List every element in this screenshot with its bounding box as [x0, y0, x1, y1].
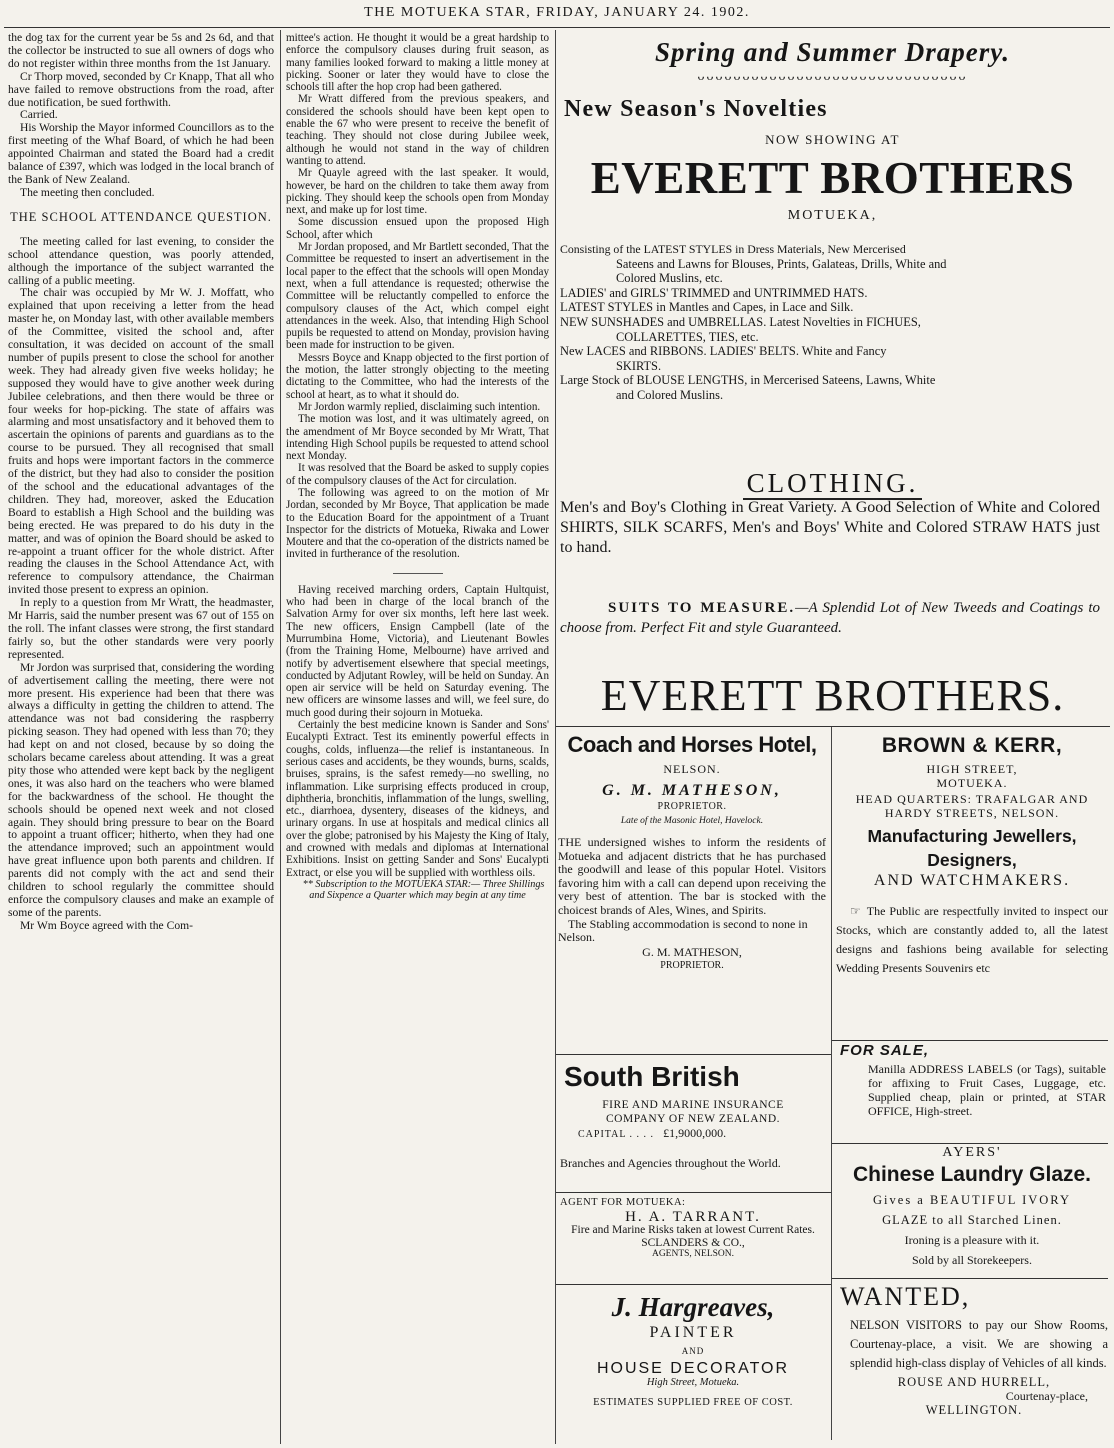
paragraph: Cr Thorp moved, seconded by Cr Knapp, That all who have failed to remove obstructions from the road, after due notification, be sued forthwith. [8, 69, 274, 109]
ayers-line: GLAZE to all Starched Linen. [882, 1213, 1062, 1227]
clothing-heading [556, 468, 1109, 499]
pointing-hand-icon: ☞ [850, 904, 861, 918]
suits-heading: SUITS TO MEASURE. [608, 600, 796, 616]
ad-rule [556, 1054, 831, 1055]
drapery-list-line: SKIRTS. [616, 358, 662, 373]
brown-body [836, 902, 1108, 978]
drapery-title: Spring and Summer Drapery. [654, 37, 1011, 67]
south-agent-block [560, 1196, 826, 1260]
wanted-firm: ROUSE AND HURRELL, [897, 1375, 1051, 1389]
ad-rule [832, 1040, 1108, 1041]
brown-title: BROWN & KERR, [881, 734, 1063, 757]
masthead-rule [4, 27, 1110, 28]
south-agent: H. A. TARRANT. [625, 1209, 761, 1225]
wanted-body: NELSON VISITORS to pay our Show Rooms, Courtenay-place, a visit. We are showing a splendid high-class display of Vehicles of all kinds. [850, 1318, 1108, 1370]
south-sclanders: SCLANDERS & CO., [641, 1236, 745, 1249]
ad-rule [556, 1192, 831, 1193]
coach-ad [558, 732, 826, 973]
ayers-line: Sold by all Storekeepers. [912, 1253, 1032, 1267]
brown-jewellers: Manufacturing Jewellers, Designers, [867, 826, 1077, 870]
paragraph: The meeting called for last evening, to consider the school attendance question, was poorly attended, although the importance of the subject warranted the calling of a public meeting. [8, 234, 274, 287]
drapery-list-line: Sateens and Lawns for Blouses, Prints, Galateas, Drills, White and [616, 256, 947, 271]
south-british-ad [560, 1060, 826, 1170]
ayers-ad [836, 1146, 1108, 1270]
ayers-line: Ironing is a pleasure with it. [904, 1233, 1040, 1247]
paragraph: Mr Wratt differed from the previous speakers, and considered the schools should have been kept open to enable the 67 who were present to receive the benefit of teaching. They should not close during Jubilee week, although he would not stand in the way of children wanting to attend. [286, 93, 549, 167]
paragraph: It was resolved that the Board be asked to supply copies of the compulsory clauses of the Act for circulation. [286, 462, 549, 487]
hargreaves-and: AND [681, 1346, 705, 1356]
firm-name: EVERETT BROTHERS [590, 153, 1075, 203]
paragraph: Messrs Boyce and Knapp objected to the first portion of the motion, the latter strongly objecting to the meeting dictating to the Committee, who had the interests of the school at heart, as to what it should do. [286, 351, 549, 401]
ayers-line: Gives a BEAUTIFUL IVORY [873, 1193, 1071, 1207]
drapery-list-line: Colored Muslins, etc. [616, 271, 723, 286]
paragraph: The meeting then concluded. [20, 185, 155, 199]
column-rule-2 [555, 30, 556, 1444]
coach-stabling: The Stabling accommodation is second to none in Nelson. [558, 916, 808, 945]
brown-street: HIGH STREET, [926, 762, 1018, 776]
drapery-list-line: LATEST STYLES in Mantles and Capes, in Lace and Silk. [560, 300, 854, 315]
divider [393, 573, 443, 574]
for-sale-ad [840, 1044, 1106, 1118]
paragraph: Mr Jordon was surprised that, considering the wording of advertisement calling the meeting, there were not more present. His experience had been that there was always a difficulty in getting the children to attend. The attendance was not bad considering the raspberry picking season. They had opened with less than 70; they had kept on and not closed, because by so doing the scholars became careless about attending. It was a great pity those who attended were kept back by the negligent ones, it was also hard on the teachers who were blamed for the backwardness of the school. He thought the schools should be opened next week and not closed again. They should bring pressure to bear on the Board to appoint a truant officer; hitherto, when they had one the attendance improved; such an appointment would have great influence upon both parents and children. If parents did not comply with the act and send their children to school regularly the committee should enforce the compulsory clauses and make an example of some of the parents. [8, 660, 274, 919]
south-capital [560, 1126, 826, 1142]
subscription-note: ** Subscription to the MOTUEKA STAR:— Three Shillings and Sixpence a Quarter which may begin at any time [302, 878, 545, 902]
paragraph: the dog tax for the current year be 5s and 2s 6d, and that the collector be instructed to sue all owners of dogs who do not register within three months from the 1st January. [8, 32, 274, 70]
coach-signature: G. M. MATHESON, [642, 944, 742, 959]
paragraph: The motion was lost, and it was ultimately agreed, on the amendment of Mr Boyce seconded by Mr Wratt, That intending High School pupils be requested to attend school next Monday. [286, 413, 549, 463]
paragraph: mittee's action. He thought it would be a great hardship to enforce the compulsory clauses during fruit season, as many families looked forward to making a little money at picking. Sooner or later they would have to close the schools till after the hop crop had been gathered. [286, 32, 549, 94]
ornament-divider: ᴗᴗᴗᴗᴗᴗᴗᴗᴗᴗᴗᴗᴗᴗᴗᴗᴗᴗᴗᴗᴗᴗᴗᴗᴗᴗᴗᴗᴗᴗ [697, 69, 968, 84]
hargreaves-painter: PAINTER [649, 1324, 737, 1341]
drapery-list-line: New LACES and RIBBONS. LADIES' BELTS. White and Fancy [560, 344, 887, 359]
ad-rule [832, 1278, 1108, 1279]
paragraph: Certainly the best medicine known is Sander and Sons' Eucalypti Extract. Test its eminently powerful effects in coughs, colds, influenza—the relief is instantaneous. In serious cases and accidents, be they wounds, burns, scalds, bruises, sprains, is the safest remedy—no swelling, no inflammation. Like surprising effects produced in croup, diphtheria, bronchitis, inflammation of the lungs, swelling, etc., diarrhoea, dysentery, diseases of the kidneys, and urinary organs. In use at hospitals and medical clinics all over the globe; patronised by his Majesty the King of Italy, and crowned with medals and diplomas at International Exhibitions. Insist on getting Sander and Sons' Eucalypti Extract, or else you will be supplied with worthless oils. [286, 719, 549, 879]
paragraph: Having received marching orders, Captain Hultquist, who had been in charge of the local branch of the Salvation Army for over six months, left here last week. The new officers, Ensign Campbell (late of the Murrumbina Home, Victoria), and Lieutenant Bowles (from the Training Home, Melbourne) have arrived and notify by advertisement elsewhere that special meetings, conducted by Adjutant Rowley, will be held on Sunday. An open air service will be held on Saturday evening. The new officers are winsome lasses and will, we feel sure, do much good during their sojourn in Motueka. [286, 583, 549, 719]
brown-hq: HEAD QUARTERS: TRAFALGAR AND HARDY STREETS, NELSON. [855, 792, 1089, 820]
drapery-list-line: LADIES' and GIRLS' TRIMMED and UNTRIMMED HATS. [560, 285, 868, 300]
novelties-heading: New Season's Novelties [564, 96, 828, 122]
ad-rule [832, 1143, 1108, 1144]
drapery-list-line: COLLARETTES, TIES, etc. [616, 329, 759, 344]
brown-town: MOTUEKA. [936, 776, 1008, 790]
news-column-1 [8, 32, 274, 1444]
hargreaves-ad [560, 1290, 826, 1410]
drapery-list-line: Consisting of the LATEST STYLES in Dress Materials, New Mercerised [560, 242, 906, 256]
coach-name: G. M. MATHESON, [602, 782, 782, 799]
south-risks: Fire and Marine Risks taken at lowest Current Rates. [571, 1224, 815, 1236]
south-agents: AGENTS, NELSON. [651, 1249, 735, 1259]
news-column-2 [286, 32, 549, 1444]
hargreaves-street: High Street, Motueka. [646, 1377, 740, 1388]
coach-body: THE undersigned wishes to inform the residents of Motueka and adjacent districts that he has purchased the goodwill and lease of this popular Hotel. Visitors favoring him with a call can depend upon receiving the very best of attention. The bar is stocked with the choicest brands of Ales, Wines, and Spirits. [558, 835, 826, 917]
drapery-list-line: Large Stock of BLOUSE LENGTHS, in Mercerised Sateens, Lawns, White [560, 373, 936, 388]
hargreaves-name: J. Hargreaves, [611, 1292, 775, 1322]
coach-town: NELSON. [663, 762, 721, 776]
south-agent-label: AGENT FOR MOTUEKA: [560, 1197, 686, 1208]
wanted-ad [840, 1282, 1108, 1417]
south-line: COMPANY OF NEW ZEALAND. [606, 1113, 780, 1125]
ad-column-rule [831, 727, 832, 1440]
paragraph: Carried. [20, 108, 58, 122]
drapery-list-line: and Colored Muslins. [616, 387, 724, 402]
suits-text: —A Splendid Lot of New Tweeds and Coatings to choose from. Perfect Fit and style Guaranteed. [560, 600, 1100, 636]
town: MOTUEKA, [787, 208, 878, 223]
coach-late: Late of the Masonic Hotel, Havelock. [620, 816, 764, 826]
paragraph: The following was agreed to on the motion of Mr Jordan, seconded by Mr Boyce, That application be made to the Education Board for the appointment of a Truant Inspector for the districts of Motueka, Riwaka and Lower Moutere and that the co-operation of the districts named be invited in furtherance of the resolution. [286, 486, 549, 561]
ad-rule [556, 726, 1110, 727]
column-rule-1 [280, 30, 281, 1444]
south-title: South British [564, 1061, 740, 1092]
now-showing: NOW SHOWING AT [765, 132, 900, 147]
hargreaves-decorator: HOUSE DECORATOR [596, 1360, 790, 1377]
ayers-label: AYERS' [942, 1145, 1002, 1160]
wanted-title: WANTED, [840, 1282, 971, 1311]
brown-kerr-ad [836, 734, 1108, 978]
masthead: THE MOTUEKA STAR, FRIDAY, JANUARY 24. 1902. [364, 5, 750, 20]
article-heading: THE SCHOOL ATTENDANCE QUESTION. [10, 209, 272, 224]
paragraph: Mr Jordon warmly replied, disclaiming such intention. [298, 400, 541, 413]
drapery-list [560, 242, 1100, 403]
for-sale-title: FOR SALE, [840, 1042, 930, 1059]
paragraph: Mr Jordan proposed, and Mr Bartlett seconded, That the Committee be requested to insert an advertisement in the local paper to the effect that the schools will open Monday next, when a full attendance is requested; otherwise the Committee will be reluctantly compelled to enforce the compulsory clauses of the Act, which compel eight attendances in the week. Also, that intending High School pupils be requested to attend on Monday, provision having been made for instruction to be given. [286, 241, 549, 352]
south-capital-label: CAPITAL . . . . [578, 1129, 655, 1140]
paragraph: Mr Wm Boyce agreed with the Com- [20, 918, 194, 932]
wanted-place: Courtenay-place, [1005, 1389, 1088, 1403]
for-sale-body: Manilla ADDRESS LABELS (or Tags), suitable for affixing to Fruit Cases, Luggage, etc. Supplied cheap, plain or printed, at STAR OFFICE, High-street. [868, 1062, 1106, 1118]
south-branches: Branches and Agencies throughout the World. [560, 1156, 781, 1170]
wanted-city: WELLINGTON. [925, 1403, 1023, 1417]
brown-watch: AND WATCHMAKERS. [873, 872, 1071, 889]
clothing-heading-text: CLOTHING. [743, 468, 923, 500]
brown-body-text: The Public are respectfully invited to inspect our Stocks, which are constantly added to, all the latest designs and fashions being available for selecting Wedding Presents Souvenirs etc [836, 904, 1108, 975]
hargreaves-estimates: ESTIMATES SUPPLIED FREE OF COST. [593, 1397, 793, 1408]
clothing-text: Men's and Boy's Clothing in Great Variety. A Good Selection of White and Colored SHIRTS, SILK SCARFS, Men's and Boys' White and Colored STRAW HATS just to hand. [560, 499, 1100, 556]
coach-role: PROPRIETOR. [657, 801, 727, 812]
ayers-title: Chinese Laundry Glaze. [852, 1163, 1092, 1186]
drapery-list-line: NEW SUNSHADES and UMBRELLAS. Latest Novelties in FICHUES, [560, 314, 921, 329]
suits-block [560, 598, 1100, 638]
paragraph: Mr Quayle agreed with the last speaker. It would, however, be hard on the children to take them away from picking. They should keep the schools open from Monday next, and make up for lost time. [286, 167, 549, 217]
coach-title: Coach and Horses Hotel, [567, 732, 817, 757]
coach-signature-role: PROPRIETOR. [660, 959, 724, 971]
firm-footer: EVERETT BROTHERS. [600, 671, 1065, 720]
paragraph: His Worship the Mayor informed Councillors as to the first meeting of the Whaf Board, of which he had been appointed Chairman and stated the Board had a credit balance of £397, which was lodged in the local branch of the Bank of New Zealand. [8, 121, 274, 186]
ad-rule [556, 1284, 831, 1285]
south-capital-value: £1,9000,000. [663, 1126, 727, 1140]
paragraph: Some discussion ensued upon the proposed High School, after which [286, 216, 549, 241]
paragraph: In reply to a question from Mr Wratt, the headmaster, Mr Harris, said the number present was 67 out of 155 on the roll. The infant classes were strong, the first standard fairly so, but the other standards were very poorly represented. [8, 596, 274, 661]
paragraph: The chair was occupied by Mr W. J. Moffatt, who explained that upon receiving a letter from the head master he, on Monday last, with other available members of the Committee, visited the school and, after consultation, it was decided on account of the small number of pupils present to close the school for another week. They had already given five weeks holiday; he supposed they would have to give another week during Jubilee celebrations, and then there would be three or four weeks for hop-picking. The state of affairs was alarming and most unsatisfactory and it behoved them to ascertain the opinions of parents and guardians as to the course to be pursued. They all recognised that small fruits and hops were important factors in the commerce of the district, but they had also to consider the position of the school and the educational advantages of the children. They had, moreover, asked the Education Board to establish a High School and the building was being erected. He was prepared to do his duty in the matter, and was of opinion the Board should be asked to re-appoint a truant officer for the whole district. After reading the clauses in the School Attendance Act, with reference to compulsory attendance, the Chairman invited those present to express an opinion. [8, 286, 274, 597]
south-line: FIRE AND MARINE INSURANCE [602, 1099, 784, 1111]
